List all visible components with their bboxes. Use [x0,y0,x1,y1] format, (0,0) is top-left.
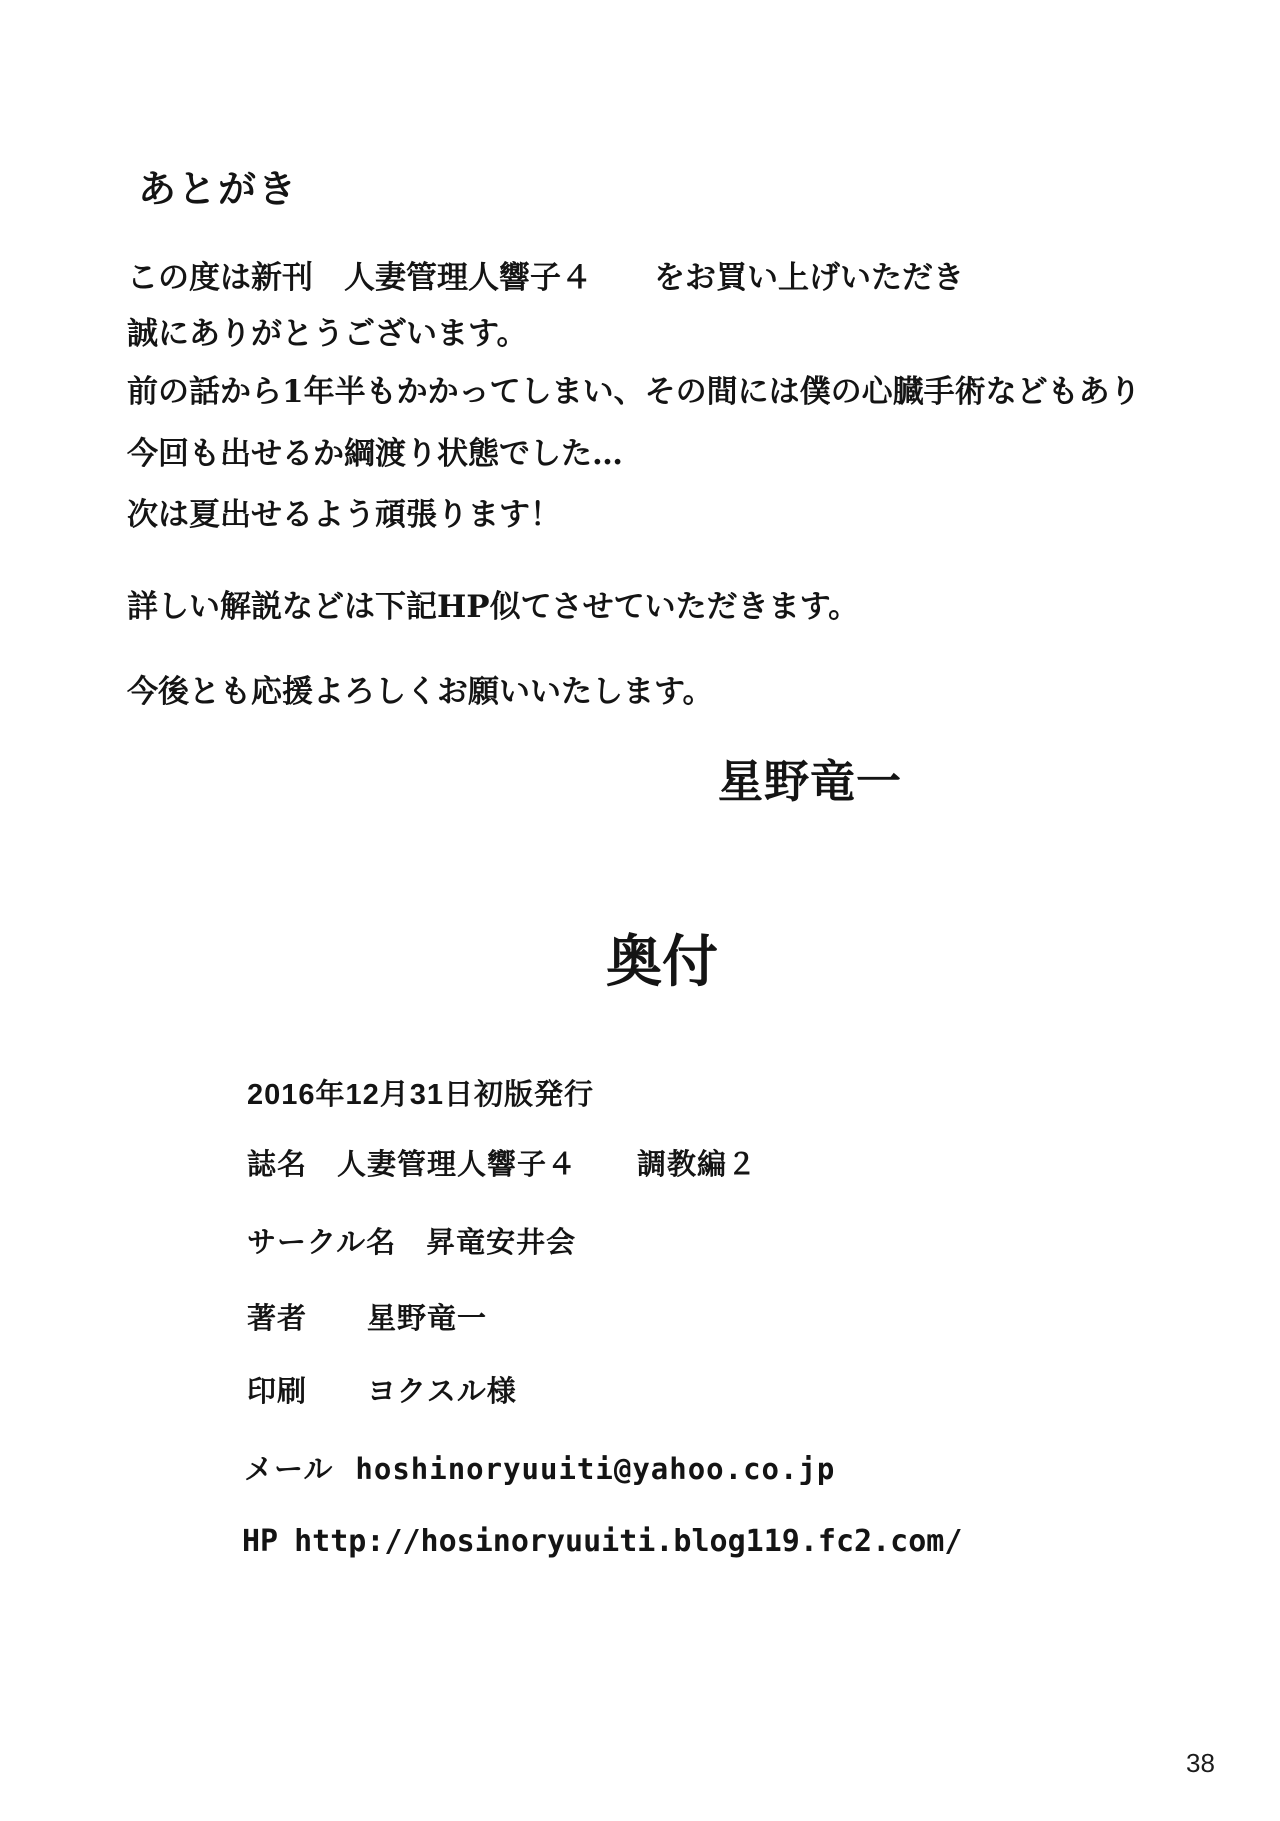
afterword-line: 誠にありがとうございます。 [127,316,528,352]
colophon-author: 著者 星野竜一 [247,1303,488,1335]
afterword-line: 次は夏出せるよう頑張ります！ [127,497,561,533]
homepage-label: HP [242,1524,279,1559]
author-signature: 星野竜一 [718,756,903,807]
homepage-url: http://hosinoryuuiti.blog119.fc2.com/ [294,1524,963,1559]
afterword-line: 詳しい解説などは下記HP似てさせていただきます。 [127,589,860,625]
afterword-line: 今回も出せるか綱渡り状態でした… [127,436,623,472]
email-label: メール [244,1454,334,1486]
colophon-book-title: 誌名 人妻管理人響子４ 調教編２ [247,1149,758,1181]
colophon-email-row [244,1447,835,1488]
colophon-circle-name: サークル名 昇竜安井会 [247,1227,577,1259]
afterword-line: 前の話から1年半もかかってしまい、その間には僕の心臓手術などもあり [127,374,1141,410]
email-address: hoshinoryuuiti@yahoo.co.jp [355,1452,836,1486]
page-number: 38 [1186,1748,1215,1778]
afterword-title: あとがき [138,166,299,211]
colophon-title: 奥付 [606,930,718,993]
colophon-printer: 印刷 ヨクスル様 [247,1376,517,1408]
colophon-homepage-row [242,1524,962,1559]
colophon-publication-date: 2016年12月31日初版発行 [247,1079,595,1111]
afterword-line: 今後とも応援よろしくお願いいたします。 [127,674,714,710]
afterword-line: この度は新刊 人妻管理人響子４ をお買い上げいただき [127,260,964,296]
